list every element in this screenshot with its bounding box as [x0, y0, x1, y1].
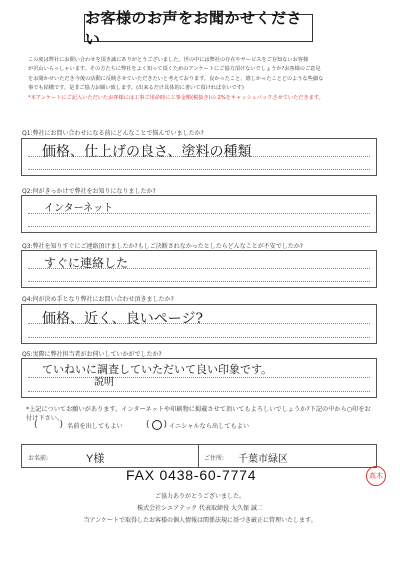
name-address-row	[21, 444, 377, 468]
option-2-label: イニシャルなら出してもよい	[169, 422, 250, 430]
answer-box-2	[21, 195, 377, 233]
question-1-label: Q1:弊社にお問い合わせになる前にどんなことで悩んでいましたか?	[22, 130, 204, 137]
intro-line: をお聞かせいただき今後の活動に反映させていただきたいと考えております。良かったこと、嬉しかったことどのような些細な	[28, 75, 324, 82]
address-value: 千葉市緑区	[238, 454, 288, 465]
answer-1-handwriting: 価格、仕上げの良さ、塗料の種類	[42, 144, 252, 160]
option-1-label: 名前を出してもよい	[67, 422, 123, 430]
option-1-bracket-open: (	[34, 420, 38, 430]
address-label: ご住所:	[204, 455, 225, 462]
survey-title: お客様のお声をお聞かせください	[84, 14, 313, 42]
question-3-label: Q3:弊社を知りすぐにご連絡頂けましたか?もしご決断されなかったとしたらどんなことが不安でしたか?	[22, 243, 303, 250]
publication-consent-question: *上記についてお願いがあります。インターネットや印刷物に掲載させて頂いてもよろしいでしょうか?下記の中から○印をお付け下さい。	[26, 406, 371, 422]
consent-option-initial[interactable]	[146, 420, 249, 430]
intro-text	[28, 56, 376, 103]
answer-2-handwriting: インターネット	[44, 203, 114, 214]
option-1-bracket-close: )	[59, 420, 64, 430]
intro-line: 事でも結構です。是非ご協力お願い致します。(出来るだけ具体的に書いて頂ければ幸いです)	[28, 85, 244, 92]
question-5-label: Q5:実際に弊社担当者がお伺いしていかがでしたか?	[22, 351, 162, 358]
intro-line: が沢山いらっしゃいます。その方たちに弊社をよく知って頂くためのアンケートにご協力頂けないでしょうか?お客様のご意見	[28, 66, 321, 73]
answer-3-handwriting: すぐに連絡した	[44, 256, 129, 270]
answer-4-handwriting: 価格、近く、良いページ?	[42, 311, 203, 327]
company-seal: 高木	[366, 466, 386, 486]
option-2-bracket-close: )	[163, 420, 168, 430]
option-2-bracket-open: (	[146, 420, 150, 430]
company-name: 株式会社シエアテック 代表取締役 大久保 誠二	[137, 505, 263, 512]
row-divider	[198, 445, 199, 467]
answer-5-handwriting: ていねいに調査していただいて良い印象です。	[42, 363, 273, 376]
privacy-notice: 当アンケートで取得したお客様の個人情報は関係法規に基づき厳正に管理いたします。	[83, 517, 317, 524]
answer-box-3	[21, 250, 377, 288]
answer-box-1	[21, 138, 377, 176]
answer-box-4	[21, 304, 377, 344]
cashback-note: *本アンケートにご記入いただいたお客様には工事ご用命時に工事金額(税抜き)の 2%をキャッシュバックさせていただきます。	[28, 94, 324, 101]
answer-5-handwriting-extra: 説明	[94, 377, 114, 388]
answer-box-5	[21, 358, 377, 398]
thanks-text: ご協力ありがとうございました。	[154, 493, 245, 500]
intro-line: この度は弊社にお問い合わせを頂き誠にありがとうございました。世の中には弊社の存在やサービスをご存知ないお客様	[28, 57, 309, 63]
consent-option-name[interactable]	[34, 420, 123, 430]
selected-circle-mark	[152, 420, 162, 430]
fax-number: FAX 0438-60-7774	[126, 467, 257, 483]
name-value: Y様	[86, 453, 105, 465]
question-2-label: Q2:何がきっかけで弊社をお知りになりましたか?	[22, 188, 156, 195]
question-4-label: Q4:何が決め手となり弊社にお問い合わせ頂きましたか?	[22, 296, 174, 303]
name-label: お名前:	[28, 455, 49, 462]
